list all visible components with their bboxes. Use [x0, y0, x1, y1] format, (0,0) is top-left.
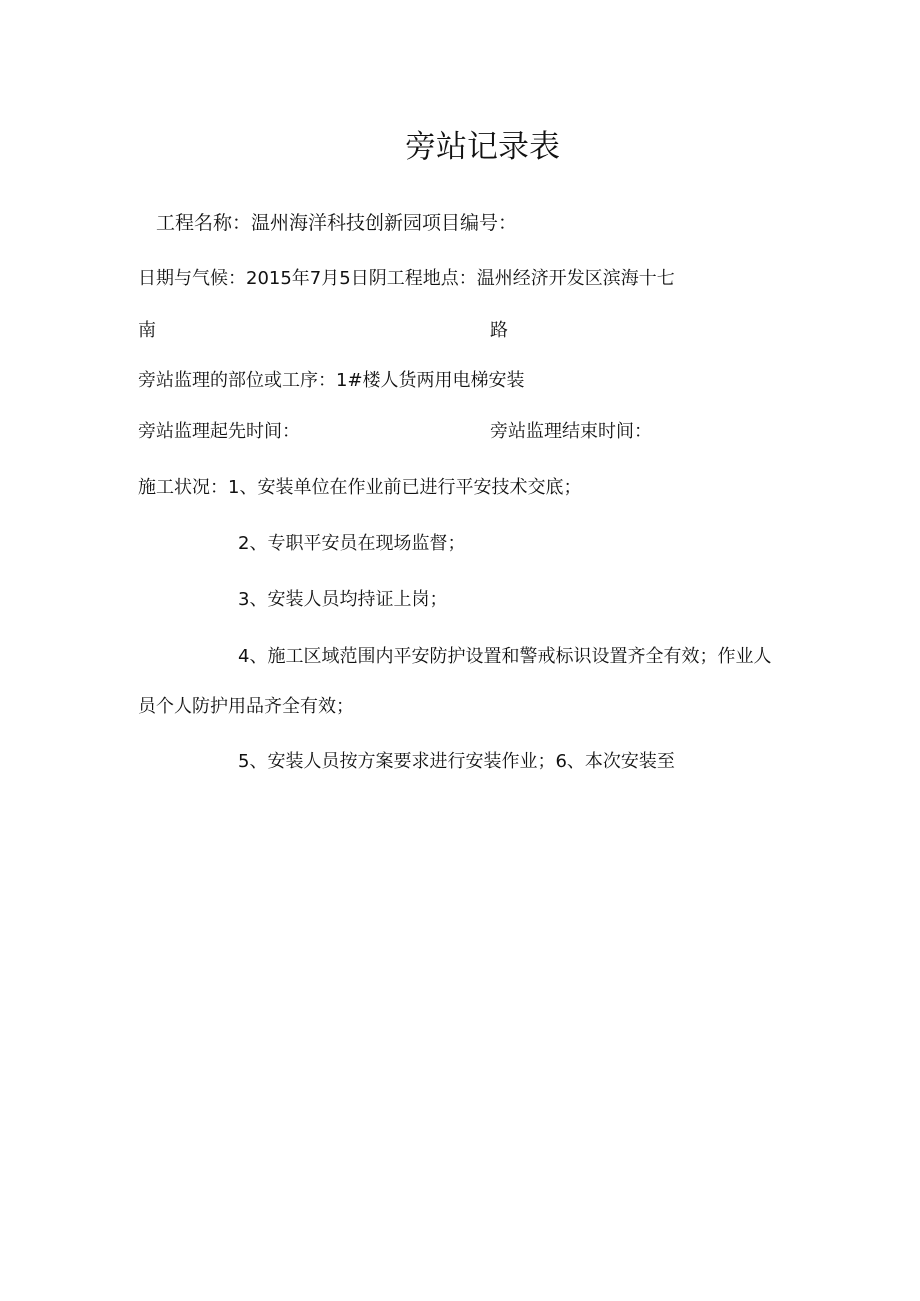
project-name-line: 工程名称：温州海洋科技创新园项目编号：	[156, 212, 518, 234]
construction-item-4-line-1: 4、施工区域范围内平安防护设置和警戒标识设置齐全有效；作业人	[238, 646, 772, 667]
end-time-label: 旁站监理结束时间：	[490, 421, 652, 442]
construction-item-5: 5、安装人员按方案要求进行安装作业；6、本次安装至	[238, 751, 675, 772]
construction-item-1: 施工状况：1、安装单位在作业前已进行平安技术交底；	[138, 477, 582, 498]
location-tail-right: 路	[490, 320, 508, 341]
construction-item-4-line-2: 员个人防护用品齐全有效；	[138, 696, 354, 717]
location-tail-left: 南	[138, 320, 156, 341]
construction-item-3: 3、安装人员均持证上岗；	[238, 589, 448, 610]
start-time-label: 旁站监理起先时间：	[138, 421, 300, 442]
supervision-position-line: 旁站监理的部位或工序：1#楼人货两用电梯安装	[138, 370, 525, 391]
construction-item-2: 2、专职平安员在现场监督；	[238, 533, 466, 554]
document-title: 旁站记录表	[405, 129, 560, 165]
date-weather-location-line: 日期与气候：2015年7月5日阴工程地点：温州经济开发区滨海十七	[138, 268, 675, 289]
